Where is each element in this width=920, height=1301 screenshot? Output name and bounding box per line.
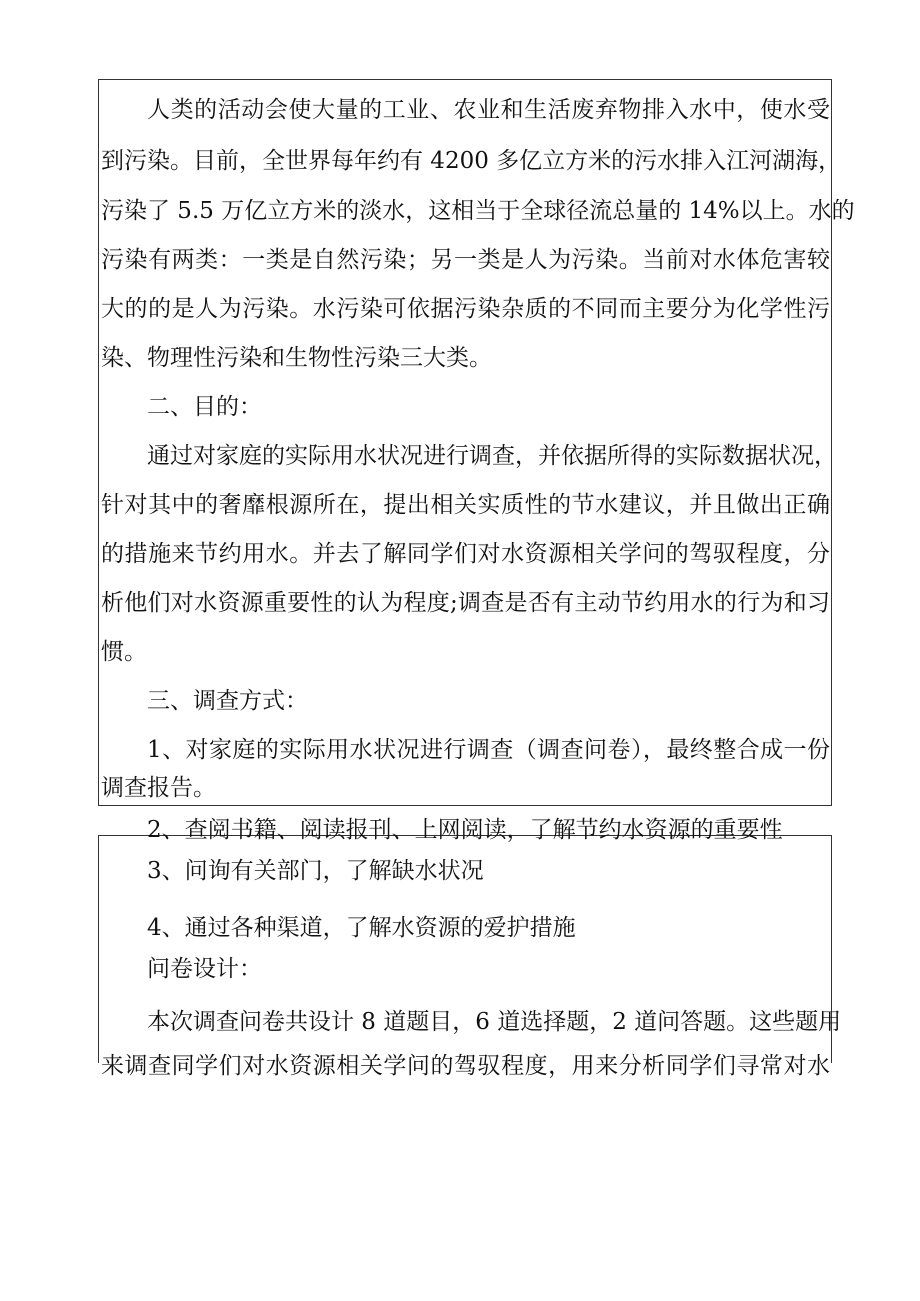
paragraph-line: 染、物理性污染和生物性污染三大类。: [101, 345, 492, 371]
list-item: 1、对家庭的实际用水状况进行调查（调查问卷），最终整合成一份: [147, 737, 830, 763]
list-item: 2、查阅书籍、阅读报刊、上网阅读，了解节约水资源的重要性: [147, 817, 783, 843]
paragraph-line: 到污染。目前，全世界每年约有 4200 多亿立方米的污水排入江河湖海，: [101, 148, 842, 174]
paragraph-line: 针对其中的奢靡根源所在，提出相关实质性的节水建议，并且做出正确: [101, 492, 830, 518]
list-item-continuation: 调查报告。: [101, 775, 216, 801]
paragraph-line: 析他们对水资源重要性的认为程度;调查是否有主动节约用水的行为和习: [101, 590, 830, 616]
section-heading-purpose: 二、目的：: [147, 394, 262, 420]
paragraph-line: 污染了 5.5 万亿立方米的淡水，这相当于全球径流总量的 14%以上。水的: [101, 198, 855, 224]
paragraph-line: 来调查同学们对水资源相关学问的驾驭程度，用来分析同学们寻常对水: [101, 1053, 830, 1079]
paragraph-line: 人类的活动会使大量的工业、农业和生活废弃物排入水中，使水受: [147, 97, 830, 123]
paragraph-line: 本次调查问卷共设计 8 道题目，6 道选择题，2 道问答题。这些题用: [147, 1009, 842, 1035]
list-item: 3、问询有关部门，了解缺水状况: [147, 858, 484, 884]
paragraph-line: 污染有两类：一类是自然污染；另一类是人为污染。当前对水体危害较: [101, 247, 830, 273]
paragraph-line: 通过对家庭的实际用水状况进行调查，并依据所得的实际数据状况，: [147, 443, 837, 469]
paragraph-line: 的措施来节约用水。并去了解同学们对水资源相关学问的驾驭程度，分: [101, 541, 830, 567]
subsection-heading-questionnaire: 问卷设计：: [147, 956, 262, 982]
paragraph-line: 大的的是人为污染。水污染可依据污染杂质的不同而主要分为化学性污: [101, 296, 830, 322]
paragraph-line: 惯。: [101, 639, 147, 665]
section-heading-method: 三、调查方式：: [147, 688, 308, 714]
list-item: 4、通过各种渠道，了解水资源的爱护措施: [147, 915, 576, 941]
